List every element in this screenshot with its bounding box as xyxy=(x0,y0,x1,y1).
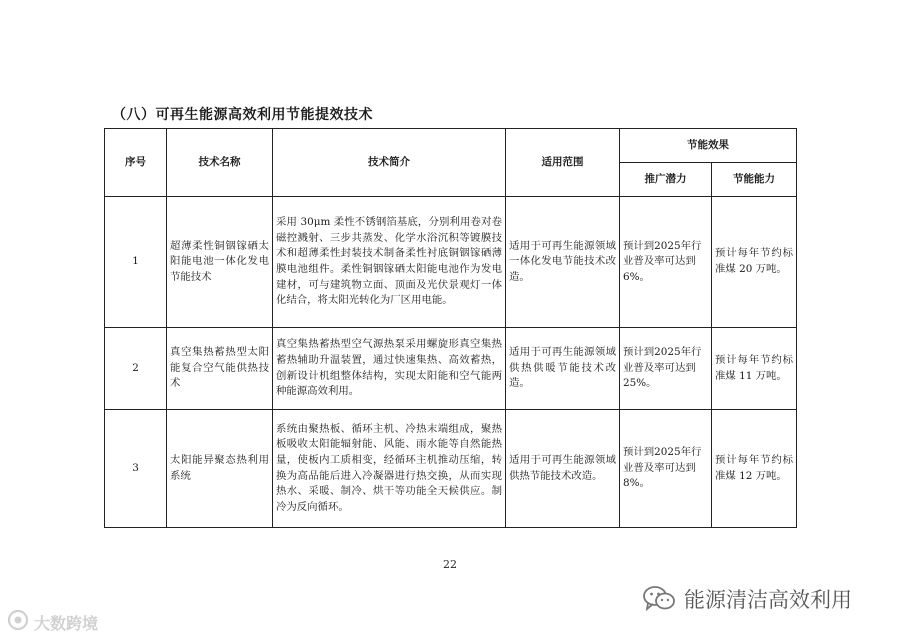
row-tech-name: 超薄柔性铜铟镓硒太阳能电池一体化发电节能技术 xyxy=(167,197,273,328)
table-row xyxy=(105,197,797,328)
wechat-icon xyxy=(642,584,676,614)
header-capacity: 节能能力 xyxy=(712,163,797,197)
row-capacity: 预计每年节约标准煤 11 万吨。 xyxy=(712,328,797,410)
header-effect: 节能效果 xyxy=(620,129,797,163)
row-capacity: 预计每年节约标准煤 20 万吨。 xyxy=(712,197,797,328)
row-scope: 适用于可再生能源领域供热供暖节能技术改造。 xyxy=(506,328,620,410)
circle-logo-icon xyxy=(6,608,30,636)
table-row xyxy=(105,410,797,528)
section-title: （八）可再生能源高效利用节能提效技术 xyxy=(112,107,373,123)
row-capacity: 预计每年节约标准煤 12 万吨。 xyxy=(712,410,797,528)
header-seq: 序号 xyxy=(105,129,167,197)
table-row xyxy=(105,328,797,410)
page-number: 22 xyxy=(443,558,457,571)
header-desc: 技术简介 xyxy=(273,129,506,197)
watermark-right xyxy=(642,584,852,614)
technology-table xyxy=(104,128,797,528)
watermark-right-text: 能源清洁高效利用 xyxy=(684,588,852,612)
row-tech-desc: 采用 30μm 柔性不锈钢箔基底，分别利用卷对卷磁控溅射、三步共蒸发、化学水浴沉积等镀膜技术和超薄柔性封装技术制备柔性衬底铜铟镓硒薄膜电池组件。柔性铜铟镓硒太阳能电池作为发电建材，可与建筑物立面、顶面及光伏景观灯一体化结合，将太阳光转化为厂区用电能。 xyxy=(273,197,506,328)
row-seq: 1 xyxy=(105,197,167,328)
row-tech-name: 真空集热蓄热型太阳能复合空气能供热技术 xyxy=(167,328,273,410)
row-scope: 适用于可再生能源领域供热节能技术改造。 xyxy=(506,410,620,528)
header-name: 技术名称 xyxy=(167,129,273,197)
row-tech-desc: 系统由聚热板、循环主机、冷热末端组成，聚热板吸收太阳能辐射能、风能、雨水能等自然能热量，使板内工质相变，经循环主机推动压缩，转换为高品能后进入冷凝器进行热交换，从而实现热水、采暖、制冷、烘干等功能全天候供应。制冷为反向循环。 xyxy=(273,410,506,528)
watermark-left-text: 大数跨境 xyxy=(34,613,99,633)
row-seq: 3 xyxy=(105,410,167,528)
header-potential: 推广潜力 xyxy=(620,163,712,197)
row-tech-desc: 真空集热蓄热型空气源热泵采用螺旋形真空集热蓄热辅助升温装置，通过快速集热、高效蓄热，创新设计机组整体结构，实现太阳能和空气能两种能源高效利用。 xyxy=(273,328,506,410)
row-potential: 预计到2025年行业普及率可达到6%。 xyxy=(620,197,712,328)
watermark-left xyxy=(6,608,98,636)
row-seq: 2 xyxy=(105,328,167,410)
row-potential: 预计到2025年行业普及率可达到25%。 xyxy=(620,328,712,410)
row-tech-name: 太阳能异聚态热利用系统 xyxy=(167,410,273,528)
row-scope: 适用于可再生能源领域一体化发电节能技术改造。 xyxy=(506,197,620,328)
row-potential: 预计到2025年行业普及率可达到8%。 xyxy=(620,410,712,528)
header-scope: 适用范围 xyxy=(506,129,620,197)
